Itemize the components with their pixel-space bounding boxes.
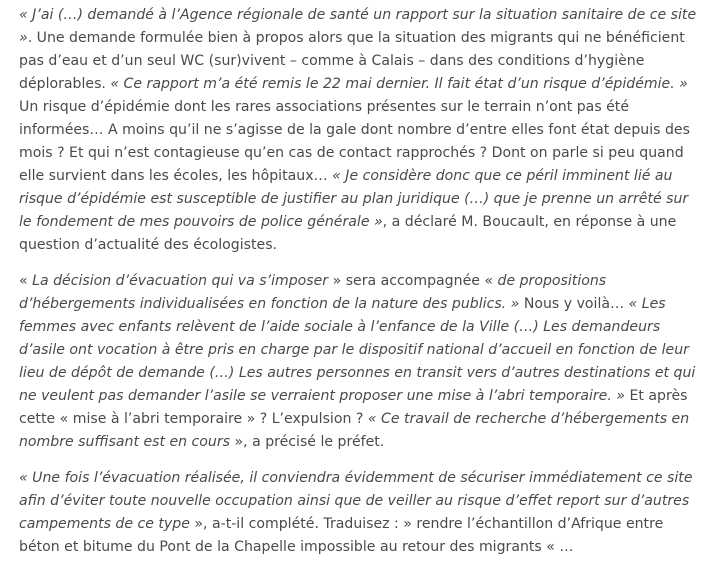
paragraph-2 — [19, 270, 703, 454]
quote: « Une fois l’évacuation réalisée, il conviendra évidemment de sécuriser immédiatement ce site afin d’éviter toute nouvelle occupation ainsi que de veiller au risque d’effet report sur d’autres campements de ce type — [19, 470, 693, 532]
text: », a précisé le préfet. — [230, 434, 385, 450]
text: Un risque d’épidémie dont les rares associations présentes sur le terrain n’ont pas été informées… A moins qu’il ne s’agisse de la gale dont nombre d’entre elles font état depuis des mois ? Et qui n’est contagieuse qu’en cas de contact rapprochés ? Dont on parle si peu quand elle survient dans les écoles, les hôpitaux… — [19, 99, 690, 184]
quote: « Ce travail de recherche d’hébergements en nombre suffisant est en cours — [19, 411, 690, 450]
quote: « J’ai (…) demandé à l’Agence régionale de santé un rapport sur la situation sanitaire de ce site » — [19, 7, 697, 46]
quote: « Ce rapport m’a été remis le 22 mai dernier. Il fait état d’un risque d’épidémie. » — [110, 76, 688, 92]
text: Nous y voilà… — [519, 296, 629, 312]
article-body — [19, 4, 703, 572]
text: », a-t-il complété. Traduisez : » rendre l’échantillon d’Afrique entre béton et bitume du Pont de la Chapelle impossible au retour des migrants « … — [19, 516, 664, 555]
quote: La décision d’évacuation qui va s’imposer — [32, 273, 329, 289]
quote: de propositions d’hébergements individualisées en fonction de la nature des publics. » — [19, 273, 607, 312]
text: Et après cette « mise à l’abri temporaire » ? L’expulsion ? — [19, 388, 688, 427]
text: . Une demande formulée bien à propos alors que la situation des migrants qui ne bénéficient pas d’eau et d’un seul WC (sur)vivent – comme à Calais – dans des conditions d’hygiène déplorables. — [19, 30, 685, 92]
text: » sera accompagnée « — [328, 273, 498, 289]
paragraph-1 — [19, 4, 703, 257]
quote: « Les femmes avec enfants relèvent de l’aide sociale à l’enfance de la Ville (…) Les demandeurs d’asile ont vocation à être pris en charge par le dispositif national d’accueil en fonction de leur lieu de dépôt de demande (…) Les autres personnes en transit vers d’autres destinations et qui ne veulent pas demander l’asile se verraient proposer une mise à l’abri temporaire. » — [19, 296, 696, 404]
text: « — [19, 273, 33, 289]
paragraph-3 — [19, 467, 703, 559]
quote: « Je considère donc que ce péril imminent lié au risque d’épidémie est susceptible de justifier au plan juridique (…) que je prenne un arrêté sur le fondement de mes pouvoirs de police générale » — [19, 168, 689, 230]
text: , a déclaré M. Boucault, en réponse à une question d’actualité des écologistes. — [19, 214, 677, 253]
